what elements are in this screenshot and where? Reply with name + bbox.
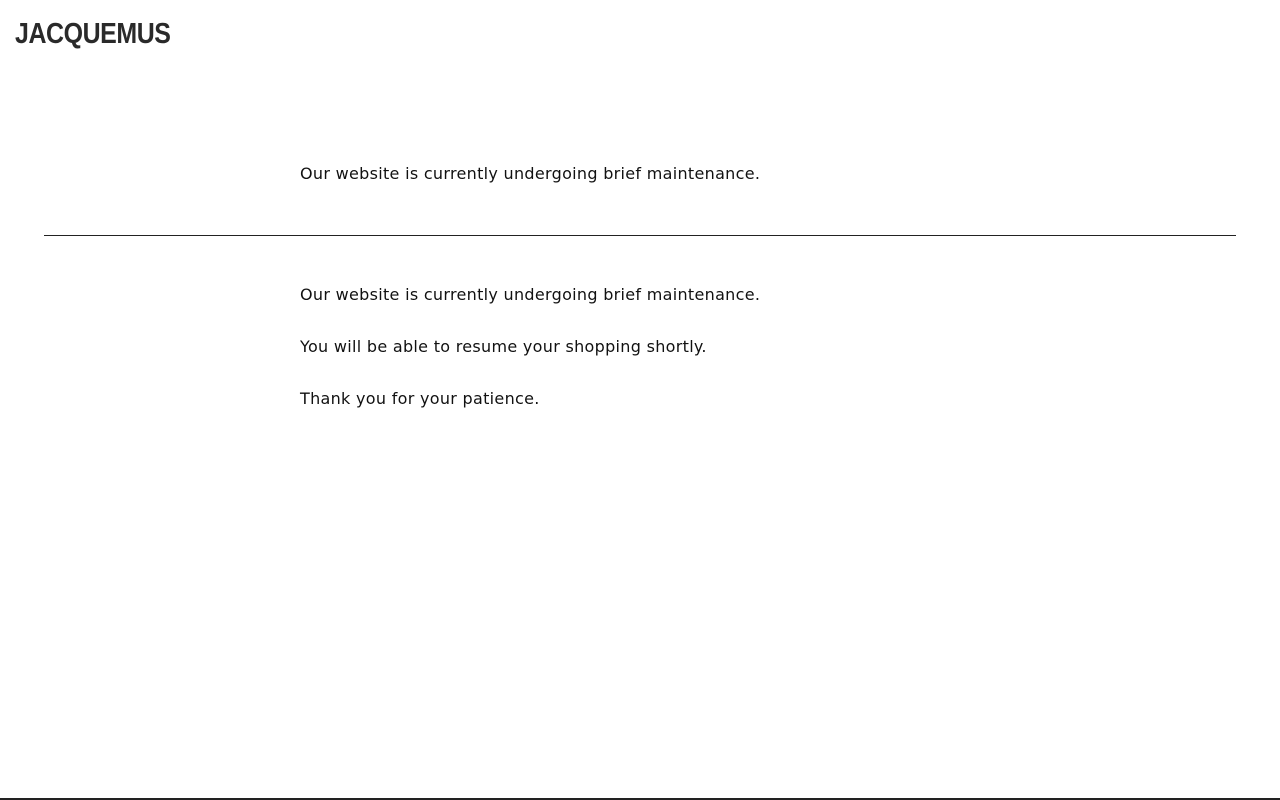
brand-logo[interactable]: JACQUEMUS [15,18,171,50]
maintenance-message: Our website is currently undergoing brief maintenance. [300,285,761,304]
thank-you-message: Thank you for your patience. [300,389,540,408]
maintenance-banner-text: Our website is currently undergoing brief maintenance. [300,164,761,183]
divider [44,235,1236,236]
resume-shopping-message: You will be able to resume your shopping shortly. [300,337,707,356]
